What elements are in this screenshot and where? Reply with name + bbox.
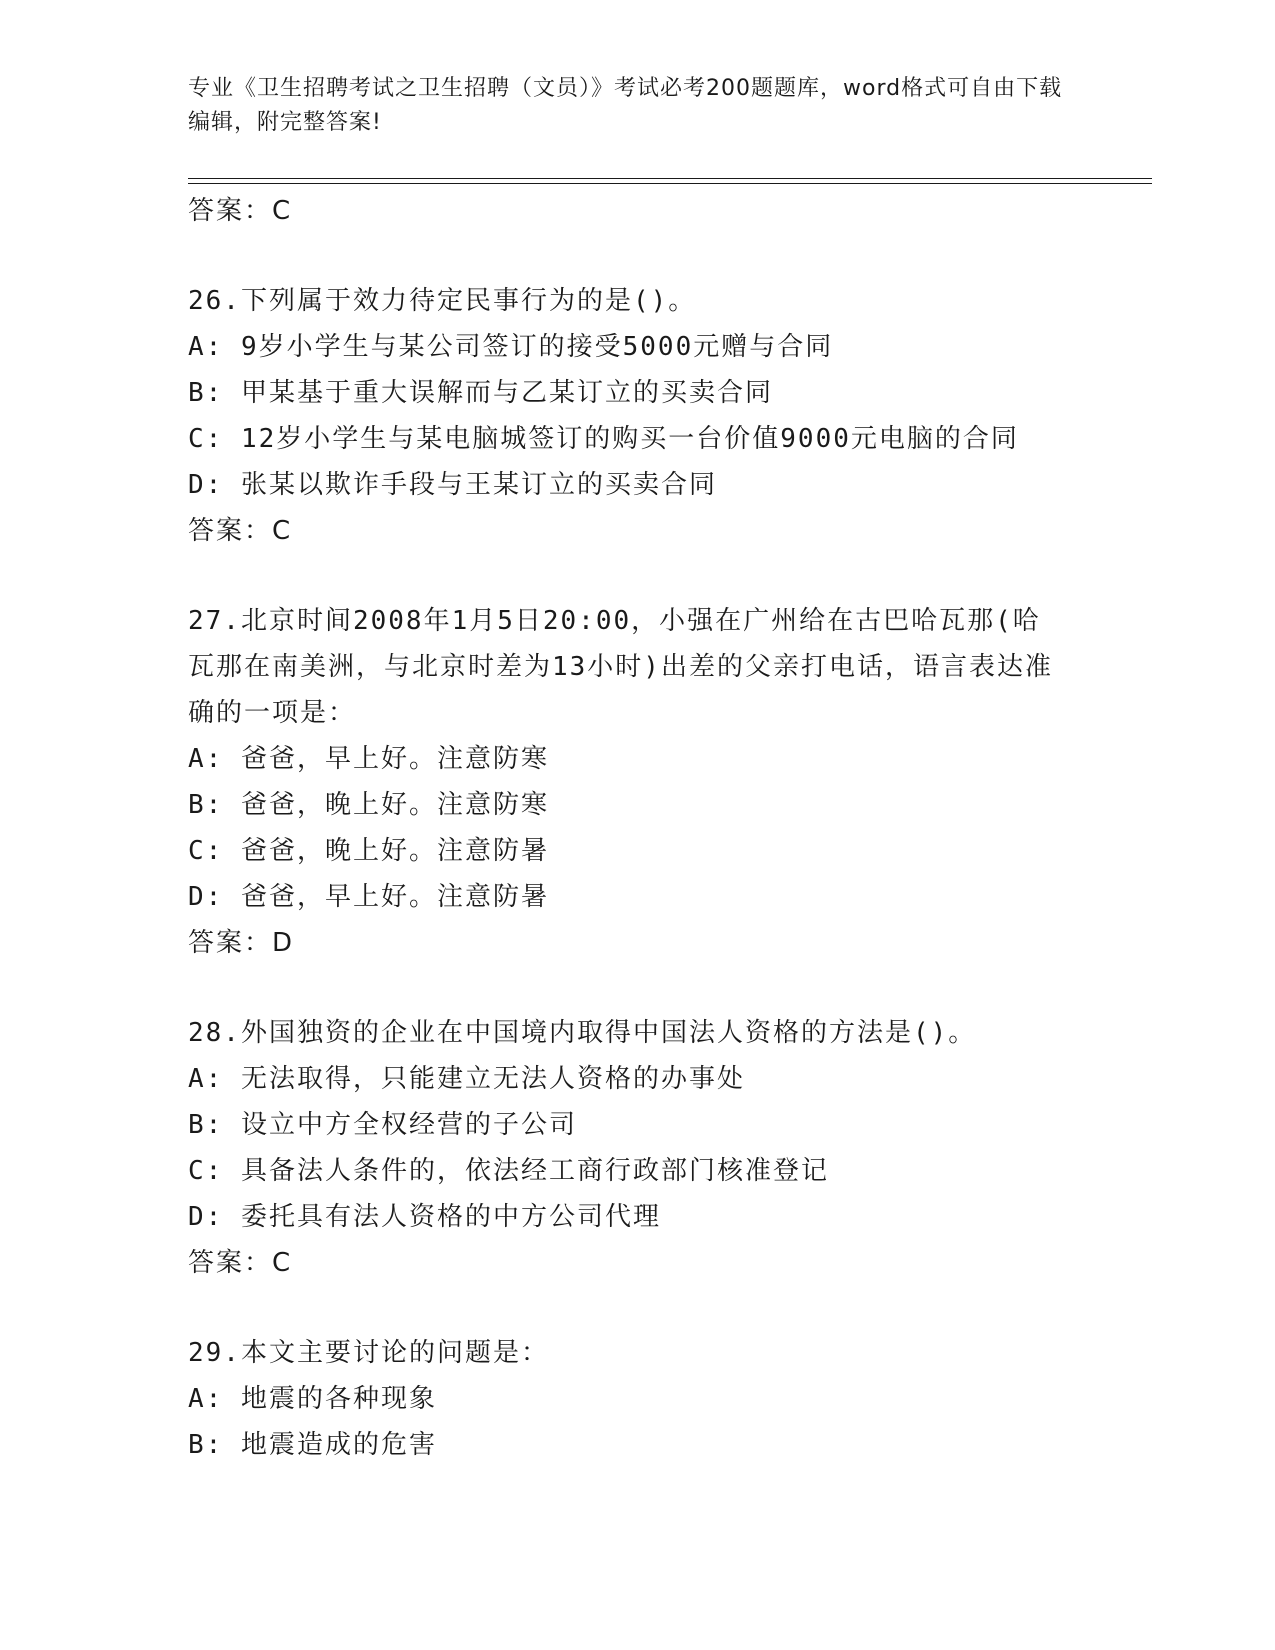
- option-d: D: 张某以欺诈手段与王某订立的买卖合同: [188, 470, 717, 500]
- answer-line: 答案：C: [188, 1248, 293, 1278]
- option-a: A: 地震的各种现象: [188, 1384, 437, 1414]
- answer-line: 答案：D: [188, 928, 295, 958]
- document-header: 专业《卫生招聘考试之卫生招聘（文员）》考试必考200题题库，word格式可自由下载编辑，附完整答案!: [188, 76, 1063, 135]
- option-b: B: 地震造成的危害: [188, 1430, 437, 1460]
- option-d: D: 委托具有法人资格的中方公司代理: [188, 1202, 661, 1232]
- question-list: [188, 188, 1088, 1468]
- answer-line: 答案：C: [188, 516, 293, 546]
- question-stem: 29.本文主要讨论的问题是：: [188, 1338, 549, 1368]
- option-a: A: 无法取得，只能建立无法人资格的办事处: [188, 1064, 745, 1094]
- option-a: A: 爸爸，早上好。注意防寒: [188, 744, 549, 774]
- option-b: B: 甲某基于重大误解而与乙某订立的买卖合同: [188, 378, 773, 408]
- question-stem: 26.下列属于效力待定民事行为的是()。: [188, 286, 697, 316]
- header-rule-top: [188, 178, 1152, 179]
- option-b: B: 爸爸，晚上好。注意防寒: [188, 790, 549, 820]
- option-b: B: 设立中方全权经营的子公司: [188, 1110, 577, 1140]
- option-a: A: 9岁小学生与某公司签订的接受5000元赠与合同: [188, 332, 834, 362]
- option-c: C: 12岁小学生与某电脑城签订的购买一台价值9000元电脑的合同: [188, 424, 1019, 454]
- option-c: C: 具备法人条件的，依法经工商行政部门核准登记: [188, 1156, 829, 1186]
- answer-line: 答案：C: [188, 196, 293, 226]
- question-stem: 27.北京时间2008年1月5日20:00，小强在广州给在古巴哈瓦那(哈瓦那在南美洲，与北京时差为13小时)出差的父亲打电话，语言表达准确的一项是：: [188, 606, 1053, 728]
- header-rule-bottom: [188, 183, 1152, 184]
- question-stem: 28.外国独资的企业在中国境内取得中国法人资格的方法是()。: [188, 1018, 977, 1048]
- option-d: D: 爸爸，早上好。注意防暑: [188, 882, 549, 912]
- option-c: C: 爸爸，晚上好。注意防暑: [188, 836, 549, 866]
